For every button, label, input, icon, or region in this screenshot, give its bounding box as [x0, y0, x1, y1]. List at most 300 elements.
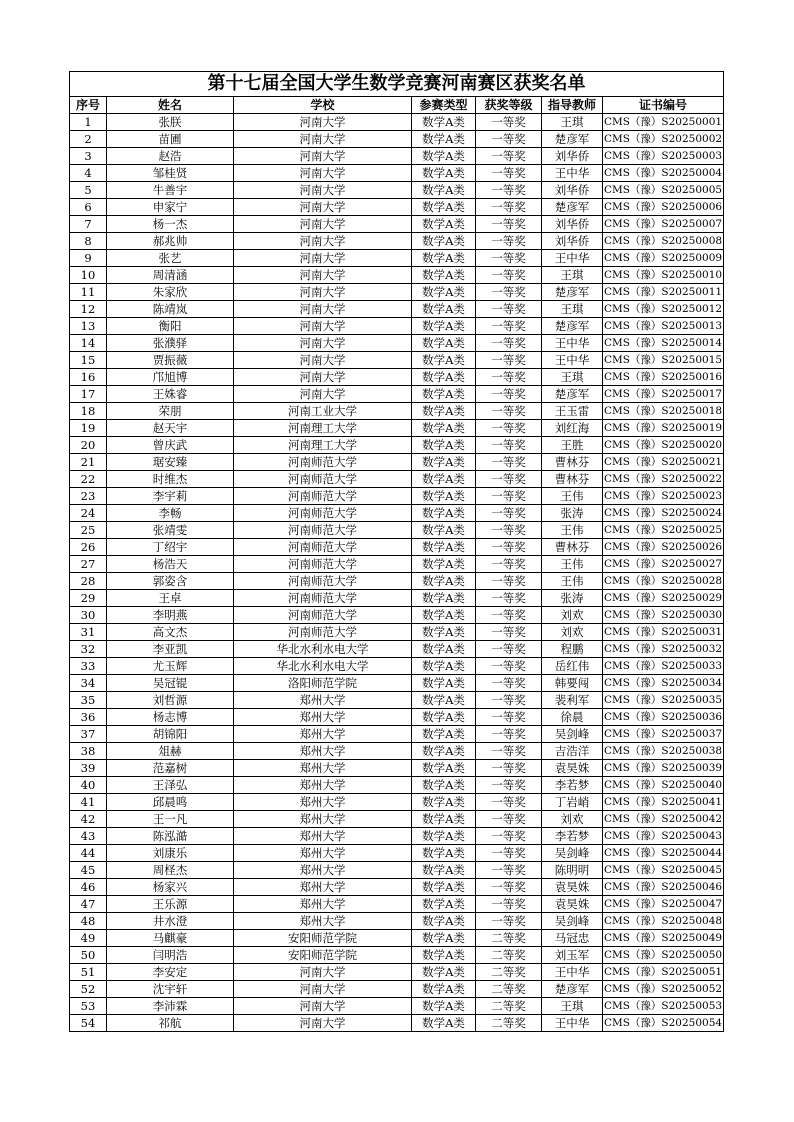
cell-category: 数学A类: [412, 284, 476, 301]
table-row: [70, 641, 724, 658]
cell-name: 刘哲源: [107, 692, 234, 709]
cell-advisor: 程鹏: [542, 641, 603, 658]
cell-award-level: 一等奖: [476, 879, 542, 896]
cell-name: 杨家兴: [107, 879, 234, 896]
cell-award-level: 一等奖: [476, 488, 542, 505]
cell-certificate-no: CMS（豫）S20250047: [603, 896, 724, 913]
cell-school: 河南师范大学: [234, 539, 412, 556]
cell-school: 河南大学: [234, 114, 412, 131]
cell-certificate-no: CMS（豫）S20250020: [603, 437, 724, 454]
cell-category: 数学A类: [412, 811, 476, 828]
cell-school: 华北水利水电大学: [234, 641, 412, 658]
table-row: [70, 692, 724, 709]
cell-certificate-no: CMS（豫）S20250016: [603, 369, 724, 386]
cell-category: 数学A类: [412, 658, 476, 675]
cell-category: 数学A类: [412, 760, 476, 777]
table-row: [70, 777, 724, 794]
cell-award-level: 一等奖: [476, 743, 542, 760]
table-row: [70, 726, 724, 743]
cell-name: 李明燕: [107, 607, 234, 624]
cell-index: 22: [70, 471, 107, 488]
cell-index: 12: [70, 301, 107, 318]
table-row: [70, 811, 724, 828]
cell-name: 范嘉树: [107, 760, 234, 777]
cell-category: 数学A类: [412, 828, 476, 845]
cell-award-level: 一等奖: [476, 403, 542, 420]
cell-award-level: 一等奖: [476, 845, 542, 862]
cell-certificate-no: CMS（豫）S20250010: [603, 267, 724, 284]
cell-advisor: 王伟: [542, 488, 603, 505]
cell-certificate-no: CMS（豫）S20250029: [603, 590, 724, 607]
cell-index: 54: [70, 1015, 107, 1032]
cell-certificate-no: CMS（豫）S20250038: [603, 743, 724, 760]
cell-category: 数学A类: [412, 607, 476, 624]
cell-award-level: 二等奖: [476, 1015, 542, 1032]
cell-school: 河南师范大学: [234, 488, 412, 505]
cell-school: 河南师范大学: [234, 590, 412, 607]
cell-award-level: 一等奖: [476, 131, 542, 148]
cell-name: 闫明浩: [107, 947, 234, 964]
cell-index: 29: [70, 590, 107, 607]
cell-name: 周柽杰: [107, 862, 234, 879]
table-row: [70, 437, 724, 454]
table-row: [70, 1015, 724, 1032]
cell-category: 数学A类: [412, 386, 476, 403]
cell-category: 数学A类: [412, 777, 476, 794]
cell-certificate-no: CMS（豫）S20250048: [603, 913, 724, 930]
table-row: [70, 828, 724, 845]
cell-certificate-no: CMS（豫）S20250025: [603, 522, 724, 539]
cell-school: 河南师范大学: [234, 573, 412, 590]
table-row: [70, 981, 724, 998]
cell-index: 7: [70, 216, 107, 233]
cell-award-level: 一等奖: [476, 726, 542, 743]
cell-school: 河南大学: [234, 284, 412, 301]
cell-school: 河南大学: [234, 199, 412, 216]
cell-name: 郭姿含: [107, 573, 234, 590]
cell-advisor: 徐晨: [542, 709, 603, 726]
cell-award-level: 二等奖: [476, 947, 542, 964]
cell-advisor: 王琪: [542, 301, 603, 318]
column-header-index: 序号: [70, 97, 107, 114]
cell-index: 15: [70, 352, 107, 369]
cell-school: 河南师范大学: [234, 624, 412, 641]
table-row: [70, 369, 724, 386]
cell-index: 3: [70, 148, 107, 165]
cell-index: 49: [70, 930, 107, 947]
cell-advisor: 王中华: [542, 352, 603, 369]
cell-category: 数学A类: [412, 590, 476, 607]
cell-award-level: 一等奖: [476, 522, 542, 539]
cell-school: 河南大学: [234, 148, 412, 165]
cell-advisor: 王中华: [542, 165, 603, 182]
cell-certificate-no: CMS（豫）S20250054: [603, 1015, 724, 1032]
cell-category: 数学A类: [412, 233, 476, 250]
cell-advisor: 王伟: [542, 522, 603, 539]
cell-name: 朱家欣: [107, 284, 234, 301]
cell-name: 张濮驿: [107, 335, 234, 352]
cell-index: 50: [70, 947, 107, 964]
cell-name: 陈泓澔: [107, 828, 234, 845]
cell-award-level: 一等奖: [476, 794, 542, 811]
cell-index: 8: [70, 233, 107, 250]
cell-category: 数学A类: [412, 998, 476, 1015]
table-row: [70, 573, 724, 590]
cell-advisor: 刘华侨: [542, 182, 603, 199]
cell-award-level: 一等奖: [476, 437, 542, 454]
cell-name: 赵天宇: [107, 420, 234, 437]
cell-certificate-no: CMS（豫）S20250005: [603, 182, 724, 199]
cell-category: 数学A类: [412, 199, 476, 216]
table-row: [70, 539, 724, 556]
cell-category: 数学A类: [412, 335, 476, 352]
cell-category: 数学A类: [412, 131, 476, 148]
cell-certificate-no: CMS（豫）S20250052: [603, 981, 724, 998]
cell-school: 郑州大学: [234, 879, 412, 896]
cell-award-level: 一等奖: [476, 250, 542, 267]
cell-name: 李安定: [107, 964, 234, 981]
cell-advisor: 张涛: [542, 505, 603, 522]
cell-school: 河南大学: [234, 301, 412, 318]
cell-name: 李畅: [107, 505, 234, 522]
cell-school: 河南大学: [234, 233, 412, 250]
cell-advisor: 王中华: [542, 964, 603, 981]
cell-advisor: 岳红伟: [542, 658, 603, 675]
cell-advisor: 王胜: [542, 437, 603, 454]
cell-index: 36: [70, 709, 107, 726]
cell-award-level: 一等奖: [476, 658, 542, 675]
cell-certificate-no: CMS（豫）S20250042: [603, 811, 724, 828]
cell-index: 43: [70, 828, 107, 845]
cell-award-level: 一等奖: [476, 114, 542, 131]
cell-index: 6: [70, 199, 107, 216]
cell-category: 数学A类: [412, 709, 476, 726]
cell-name: 王乐源: [107, 896, 234, 913]
cell-award-level: 一等奖: [476, 216, 542, 233]
cell-award-level: 一等奖: [476, 862, 542, 879]
cell-award-level: 一等奖: [476, 420, 542, 437]
cell-school: 郑州大学: [234, 692, 412, 709]
cell-name: 牛善宇: [107, 182, 234, 199]
cell-category: 数学A类: [412, 488, 476, 505]
table-row: [70, 301, 724, 318]
cell-index: 52: [70, 981, 107, 998]
cell-advisor: 王琪: [542, 114, 603, 131]
cell-advisor: 裴利军: [542, 692, 603, 709]
table-row: [70, 267, 724, 284]
cell-certificate-no: CMS（豫）S20250009: [603, 250, 724, 267]
cell-name: 祁航: [107, 1015, 234, 1032]
cell-name: 贾振薇: [107, 352, 234, 369]
cell-award-level: 一等奖: [476, 454, 542, 471]
column-header-award-level: 获奖等级: [476, 97, 542, 114]
cell-advisor: 刘欢: [542, 624, 603, 641]
cell-category: 数学A类: [412, 403, 476, 420]
table-row: [70, 709, 724, 726]
cell-school: 郑州大学: [234, 913, 412, 930]
cell-index: 14: [70, 335, 107, 352]
cell-advisor: 王伟: [542, 556, 603, 573]
cell-index: 16: [70, 369, 107, 386]
cell-index: 27: [70, 556, 107, 573]
cell-index: 45: [70, 862, 107, 879]
cell-school: 河南大学: [234, 131, 412, 148]
cell-category: 数学A类: [412, 114, 476, 131]
cell-category: 数学A类: [412, 947, 476, 964]
cell-advisor: 刘欢: [542, 811, 603, 828]
cell-advisor: 王琪: [542, 267, 603, 284]
cell-award-level: 一等奖: [476, 284, 542, 301]
cell-index: 41: [70, 794, 107, 811]
cell-certificate-no: CMS（豫）S20250007: [603, 216, 724, 233]
cell-name: 衡阳: [107, 318, 234, 335]
cell-certificate-no: CMS（豫）S20250045: [603, 862, 724, 879]
cell-school: 郑州大学: [234, 862, 412, 879]
cell-category: 数学A类: [412, 743, 476, 760]
cell-certificate-no: CMS（豫）S20250024: [603, 505, 724, 522]
cell-award-level: 一等奖: [476, 386, 542, 403]
cell-advisor: 刘华侨: [542, 216, 603, 233]
cell-category: 数学A类: [412, 641, 476, 658]
cell-name: 张朕: [107, 114, 234, 131]
cell-advisor: 吴剑峰: [542, 913, 603, 930]
table-row: [70, 913, 724, 930]
cell-award-level: 一等奖: [476, 352, 542, 369]
cell-advisor: 袁昊姝: [542, 879, 603, 896]
cell-certificate-no: CMS（豫）S20250041: [603, 794, 724, 811]
cell-index: 11: [70, 284, 107, 301]
cell-award-level: 一等奖: [476, 913, 542, 930]
cell-school: 河南师范大学: [234, 454, 412, 471]
cell-name: 邝旭博: [107, 369, 234, 386]
cell-category: 数学A类: [412, 454, 476, 471]
cell-category: 数学A类: [412, 420, 476, 437]
cell-award-level: 一等奖: [476, 777, 542, 794]
cell-award-level: 二等奖: [476, 964, 542, 981]
cell-name: 周清涵: [107, 267, 234, 284]
cell-index: 25: [70, 522, 107, 539]
cell-school: 郑州大学: [234, 726, 412, 743]
cell-school: 河南理工大学: [234, 420, 412, 437]
column-header-certificate-no: 证书编号: [603, 97, 724, 114]
cell-advisor: 刘欢: [542, 607, 603, 624]
cell-index: 51: [70, 964, 107, 981]
table-row: [70, 114, 724, 131]
cell-certificate-no: CMS（豫）S20250017: [603, 386, 724, 403]
cell-advisor: 王琪: [542, 369, 603, 386]
cell-certificate-no: CMS（豫）S20250046: [603, 879, 724, 896]
cell-advisor: 刘华侨: [542, 148, 603, 165]
cell-category: 数学A类: [412, 879, 476, 896]
table-row: [70, 607, 724, 624]
cell-index: 31: [70, 624, 107, 641]
cell-school: 河南理工大学: [234, 437, 412, 454]
cell-advisor: 刘红海: [542, 420, 603, 437]
cell-name: 张艺: [107, 250, 234, 267]
cell-school: 河南大学: [234, 352, 412, 369]
column-header-school: 学校: [234, 97, 412, 114]
cell-school: 河南大学: [234, 250, 412, 267]
cell-index: 5: [70, 182, 107, 199]
cell-name: 王泽弘: [107, 777, 234, 794]
cell-name: 李亚凯: [107, 641, 234, 658]
cell-certificate-no: CMS（豫）S20250027: [603, 556, 724, 573]
cell-category: 数学A类: [412, 794, 476, 811]
cell-name: 杨一杰: [107, 216, 234, 233]
cell-category: 数学A类: [412, 250, 476, 267]
cell-advisor: 吉浩洋: [542, 743, 603, 760]
cell-award-level: 一等奖: [476, 760, 542, 777]
cell-category: 数学A类: [412, 845, 476, 862]
cell-school: 河南师范大学: [234, 556, 412, 573]
cell-school: 河南大学: [234, 335, 412, 352]
cell-advisor: 吴剑峰: [542, 845, 603, 862]
cell-name: 井水澄: [107, 913, 234, 930]
cell-index: 21: [70, 454, 107, 471]
cell-award-level: 一等奖: [476, 369, 542, 386]
cell-category: 数学A类: [412, 539, 476, 556]
table-row: [70, 590, 724, 607]
cell-certificate-no: CMS（豫）S20250001: [603, 114, 724, 131]
cell-advisor: 李若梦: [542, 828, 603, 845]
cell-award-level: 一等奖: [476, 233, 542, 250]
header-row: [70, 97, 724, 114]
cell-category: 数学A类: [412, 692, 476, 709]
cell-category: 数学A类: [412, 182, 476, 199]
cell-school: 华北水利水电大学: [234, 658, 412, 675]
table-row: [70, 896, 724, 913]
cell-index: 33: [70, 658, 107, 675]
cell-certificate-no: CMS（豫）S20250035: [603, 692, 724, 709]
cell-category: 数学A类: [412, 896, 476, 913]
table-row: [70, 182, 724, 199]
cell-certificate-no: CMS（豫）S20250008: [603, 233, 724, 250]
cell-name: 尤玉辉: [107, 658, 234, 675]
cell-category: 数学A类: [412, 624, 476, 641]
cell-advisor: 王琪: [542, 998, 603, 1015]
cell-category: 数学A类: [412, 981, 476, 998]
cell-advisor: 曹林芬: [542, 471, 603, 488]
cell-name: 刘康乐: [107, 845, 234, 862]
cell-award-level: 二等奖: [476, 930, 542, 947]
cell-index: 44: [70, 845, 107, 862]
cell-school: 河南师范大学: [234, 607, 412, 624]
column-header-advisor: 指导教师: [542, 97, 603, 114]
cell-award-level: 一等奖: [476, 556, 542, 573]
cell-school: 河南大学: [234, 216, 412, 233]
cell-school: 河南大学: [234, 998, 412, 1015]
cell-category: 数学A类: [412, 471, 476, 488]
cell-index: 10: [70, 267, 107, 284]
cell-category: 数学A类: [412, 573, 476, 590]
cell-award-level: 一等奖: [476, 828, 542, 845]
cell-index: 38: [70, 743, 107, 760]
table-row: [70, 386, 724, 403]
cell-category: 数学A类: [412, 675, 476, 692]
cell-name: 赵浩: [107, 148, 234, 165]
cell-category: 数学A类: [412, 437, 476, 454]
cell-category: 数学A类: [412, 930, 476, 947]
cell-index: 40: [70, 777, 107, 794]
cell-school: 洛阳师范学院: [234, 675, 412, 692]
cell-index: 42: [70, 811, 107, 828]
cell-index: 19: [70, 420, 107, 437]
table-row: [70, 947, 724, 964]
table-row: [70, 862, 724, 879]
cell-name: 沈宇轩: [107, 981, 234, 998]
cell-category: 数学A类: [412, 369, 476, 386]
cell-certificate-no: CMS（豫）S20250033: [603, 658, 724, 675]
cell-category: 数学A类: [412, 505, 476, 522]
cell-name: 杨志博: [107, 709, 234, 726]
cell-certificate-no: CMS（豫）S20250051: [603, 964, 724, 981]
table-row: [70, 964, 724, 981]
cell-certificate-no: CMS（豫）S20250019: [603, 420, 724, 437]
cell-name: 丁绍宇: [107, 539, 234, 556]
cell-index: 23: [70, 488, 107, 505]
cell-award-level: 一等奖: [476, 896, 542, 913]
cell-school: 河南大学: [234, 267, 412, 284]
cell-index: 20: [70, 437, 107, 454]
sheet-title: 第十七届全国大学生数学竞赛河南赛区获奖名单: [70, 72, 724, 97]
cell-school: 河南大学: [234, 369, 412, 386]
cell-certificate-no: CMS（豫）S20250039: [603, 760, 724, 777]
cell-certificate-no: CMS（豫）S20250050: [603, 947, 724, 964]
cell-school: 河南工业大学: [234, 403, 412, 420]
cell-index: 4: [70, 165, 107, 182]
cell-name: 申家宁: [107, 199, 234, 216]
cell-award-level: 二等奖: [476, 998, 542, 1015]
cell-name: 苗圃: [107, 131, 234, 148]
cell-category: 数学A类: [412, 913, 476, 930]
cell-advisor: 曹林芬: [542, 454, 603, 471]
table-row: [70, 743, 724, 760]
cell-category: 数学A类: [412, 267, 476, 284]
table-row: [70, 131, 724, 148]
table-row: [70, 556, 724, 573]
cell-advisor: 楚彦军: [542, 284, 603, 301]
cell-school: 河南师范大学: [234, 471, 412, 488]
cell-school: 河南大学: [234, 165, 412, 182]
table-row: [70, 420, 724, 437]
cell-name: 时维杰: [107, 471, 234, 488]
cell-advisor: 王中华: [542, 250, 603, 267]
cell-certificate-no: CMS（豫）S20250037: [603, 726, 724, 743]
cell-certificate-no: CMS（豫）S20250013: [603, 318, 724, 335]
cell-category: 数学A类: [412, 301, 476, 318]
cell-name: 邱晨鸣: [107, 794, 234, 811]
cell-advisor: 刘华侨: [542, 233, 603, 250]
cell-school: 河南大学: [234, 964, 412, 981]
table-row: [70, 199, 724, 216]
cell-index: 9: [70, 250, 107, 267]
cell-advisor: 袁昊姝: [542, 896, 603, 913]
cell-certificate-no: CMS（豫）S20250049: [603, 930, 724, 947]
cell-advisor: 袁昊姝: [542, 760, 603, 777]
table-row: [70, 930, 724, 947]
cell-award-level: 一等奖: [476, 301, 542, 318]
cell-award-level: 一等奖: [476, 199, 542, 216]
cell-name: 王卓: [107, 590, 234, 607]
table-row: [70, 318, 724, 335]
cell-index: 17: [70, 386, 107, 403]
cell-certificate-no: CMS（豫）S20250043: [603, 828, 724, 845]
cell-award-level: 一等奖: [476, 607, 542, 624]
cell-certificate-no: CMS（豫）S20250014: [603, 335, 724, 352]
cell-award-level: 一等奖: [476, 165, 542, 182]
cell-award-level: 一等奖: [476, 641, 542, 658]
table-row: [70, 165, 724, 182]
